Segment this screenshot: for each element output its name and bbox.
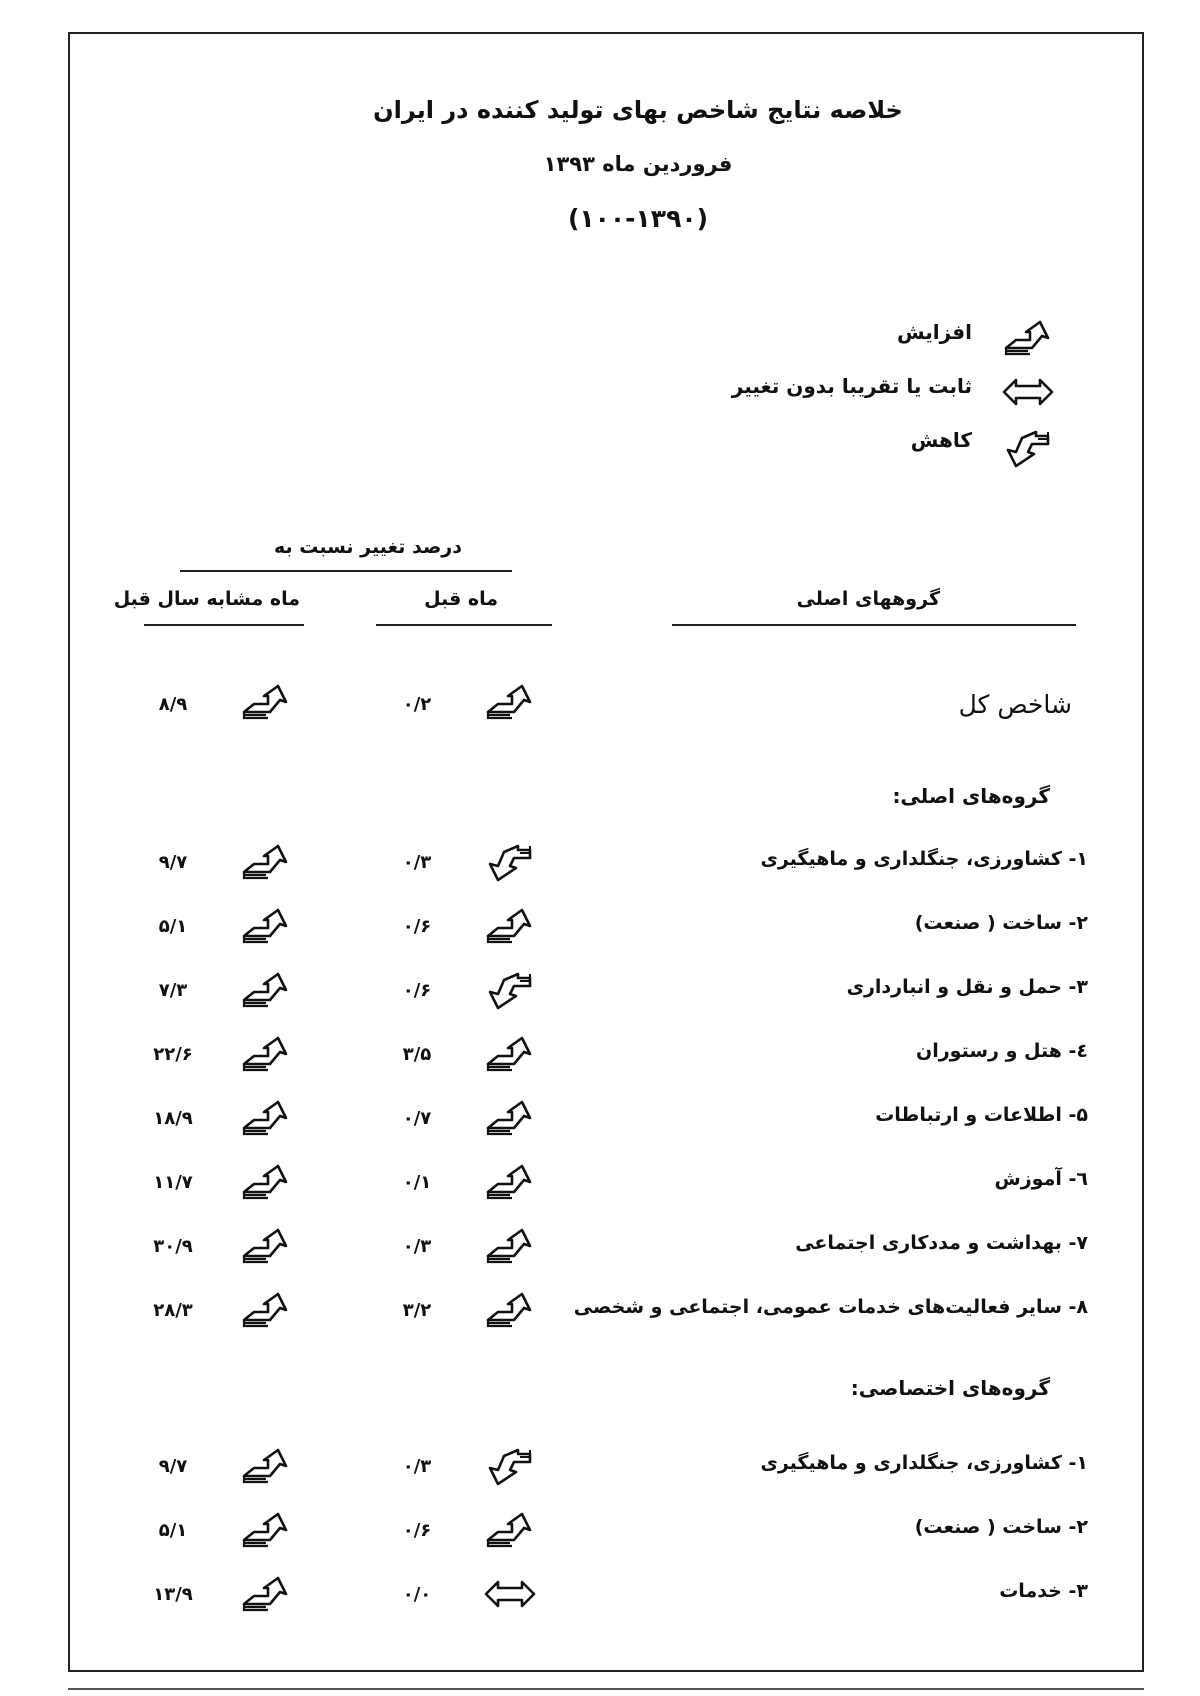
row-label: ۷- بهداشت و مددکاری اجتماعی — [795, 1232, 1088, 1254]
prev-month-value: ۰/۳ — [402, 852, 432, 873]
prev-month-trend-icon — [482, 1162, 538, 1202]
prev-year-column-rule — [144, 624, 304, 626]
prev-year-value: ۹/۷ — [158, 1456, 188, 1477]
prev-month-value: ۳/۵ — [402, 1044, 432, 1065]
prev-year-trend-icon — [238, 1290, 294, 1330]
prev-year-value: ۵/۱ — [158, 1520, 188, 1541]
prev-year-trend-icon — [238, 682, 294, 722]
prev-month-value: ۰/۳ — [402, 1456, 432, 1477]
prev-month-value: ۰/۶ — [402, 1520, 432, 1541]
row-label: ٦- آموزش — [994, 1168, 1088, 1190]
arrow-both-icon — [1000, 372, 1056, 412]
prev-year-trend-icon — [238, 1162, 294, 1202]
row-label: ۵- اطلاعات و ارتباطات — [875, 1104, 1088, 1126]
prev-year-trend-icon — [238, 906, 294, 946]
special-groups-section-title: گروه‌های اختصاصی: — [850, 1376, 1050, 1400]
row-label: ۸- سایر فعالیت‌های خدمات عمومی، اجتماعی و شخصی — [573, 1296, 1088, 1318]
prev-year-value: ۱۳/۹ — [153, 1584, 193, 1605]
total-label: شاخص کل — [958, 690, 1072, 719]
prev-year-column-header: ماه مشابه سال قبل — [113, 588, 300, 610]
row-label: ۱- کشاورزی، جنگلداری و ماهیگیری — [760, 848, 1088, 870]
prev-year-trend-icon — [238, 1446, 294, 1486]
prev-month-value: ۰/۲ — [402, 694, 432, 715]
prev-month-trend-icon — [482, 842, 538, 882]
prev-month-value: ۰/۳ — [402, 1236, 432, 1257]
prev-year-value: ۵/۱ — [158, 916, 188, 937]
main-groups-section-title: گروه‌های اصلی: — [892, 784, 1050, 808]
prev-year-value: ۳۰/۹ — [153, 1236, 193, 1257]
prev-month-trend-icon — [482, 1226, 538, 1266]
row-label: ۱- کشاورزی، جنگلداری و ماهیگیری — [760, 1452, 1088, 1474]
prev-year-value: ۱۱/۷ — [153, 1172, 193, 1193]
prev-year-value: ۲۲/۶ — [153, 1044, 193, 1065]
groups-column-rule — [672, 624, 1076, 626]
prev-month-value: ۰/۱ — [402, 1172, 432, 1193]
row-label: ۳- حمل و نقل و انبارداری — [846, 976, 1088, 998]
prev-month-value: ۰/۶ — [402, 980, 432, 1001]
prev-year-trend-icon — [238, 970, 294, 1010]
row-label: ۲- ساخت ( صنعت) — [914, 1516, 1088, 1538]
prev-year-value: ۷/۳ — [158, 980, 188, 1001]
prev-year-value: ۲۸/۳ — [153, 1300, 193, 1321]
prev-year-value: ۹/۷ — [158, 852, 188, 873]
prev-year-trend-icon — [238, 1226, 294, 1266]
row-label: ۳- خدمات — [999, 1580, 1088, 1602]
prev-year-trend-icon — [238, 1098, 294, 1138]
prev-month-trend-icon — [482, 1574, 538, 1614]
report-title: خلاصه نتایج شاخص بهای تولید کننده در ایران — [373, 96, 903, 124]
prev-month-trend-icon — [482, 906, 538, 946]
group-header-rule — [180, 570, 512, 572]
prev-year-trend-icon — [238, 1034, 294, 1074]
page-bottom-rule — [68, 1688, 1144, 1690]
prev-year-trend-icon — [238, 1510, 294, 1550]
prev-year-trend-icon — [238, 1574, 294, 1614]
prev-year-trend-icon — [238, 842, 294, 882]
legend-increase-label: افزایش — [896, 320, 972, 344]
prev-month-trend-icon — [482, 1510, 538, 1550]
legend-decrease-label: کاهش — [910, 428, 972, 452]
prev-month-trend-icon — [482, 1034, 538, 1074]
legend-steady-label: ثابت یا تقریبا بدون تغییر — [731, 374, 972, 398]
row-label: ۲- ساخت ( صنعت) — [914, 912, 1088, 934]
prev-month-column-header: ماه قبل — [424, 588, 498, 610]
report-period: فروردین ماه ۱۳۹۳ — [543, 152, 733, 176]
change-percent-header: درصد تغییر نسبت به — [273, 536, 462, 558]
prev-month-value: ۳/۲ — [402, 1300, 432, 1321]
prev-month-value: ۰/۷ — [402, 1108, 432, 1129]
prev-year-value: ۱۸/۹ — [153, 1108, 193, 1129]
prev-month-value: ۰/۰ — [402, 1584, 432, 1605]
prev-month-trend-icon — [482, 1446, 538, 1486]
prev-month-value: ۰/۶ — [402, 916, 432, 937]
arrow-up-icon — [1000, 318, 1056, 358]
prev-month-trend-icon — [482, 970, 538, 1010]
prev-month-trend-icon — [482, 1290, 538, 1330]
groups-column-header: گروههای اصلی — [796, 588, 940, 610]
arrow-down-icon — [1000, 428, 1056, 468]
prev-month-trend-icon — [482, 682, 538, 722]
prev-month-column-rule — [376, 624, 552, 626]
row-label: ٤- هتل و رستوران — [916, 1040, 1088, 1062]
prev-month-trend-icon — [482, 1098, 538, 1138]
base-year: (۱۰۰-۱۳۹۰) — [567, 204, 709, 233]
prev-year-value: ۸/۹ — [158, 694, 188, 715]
